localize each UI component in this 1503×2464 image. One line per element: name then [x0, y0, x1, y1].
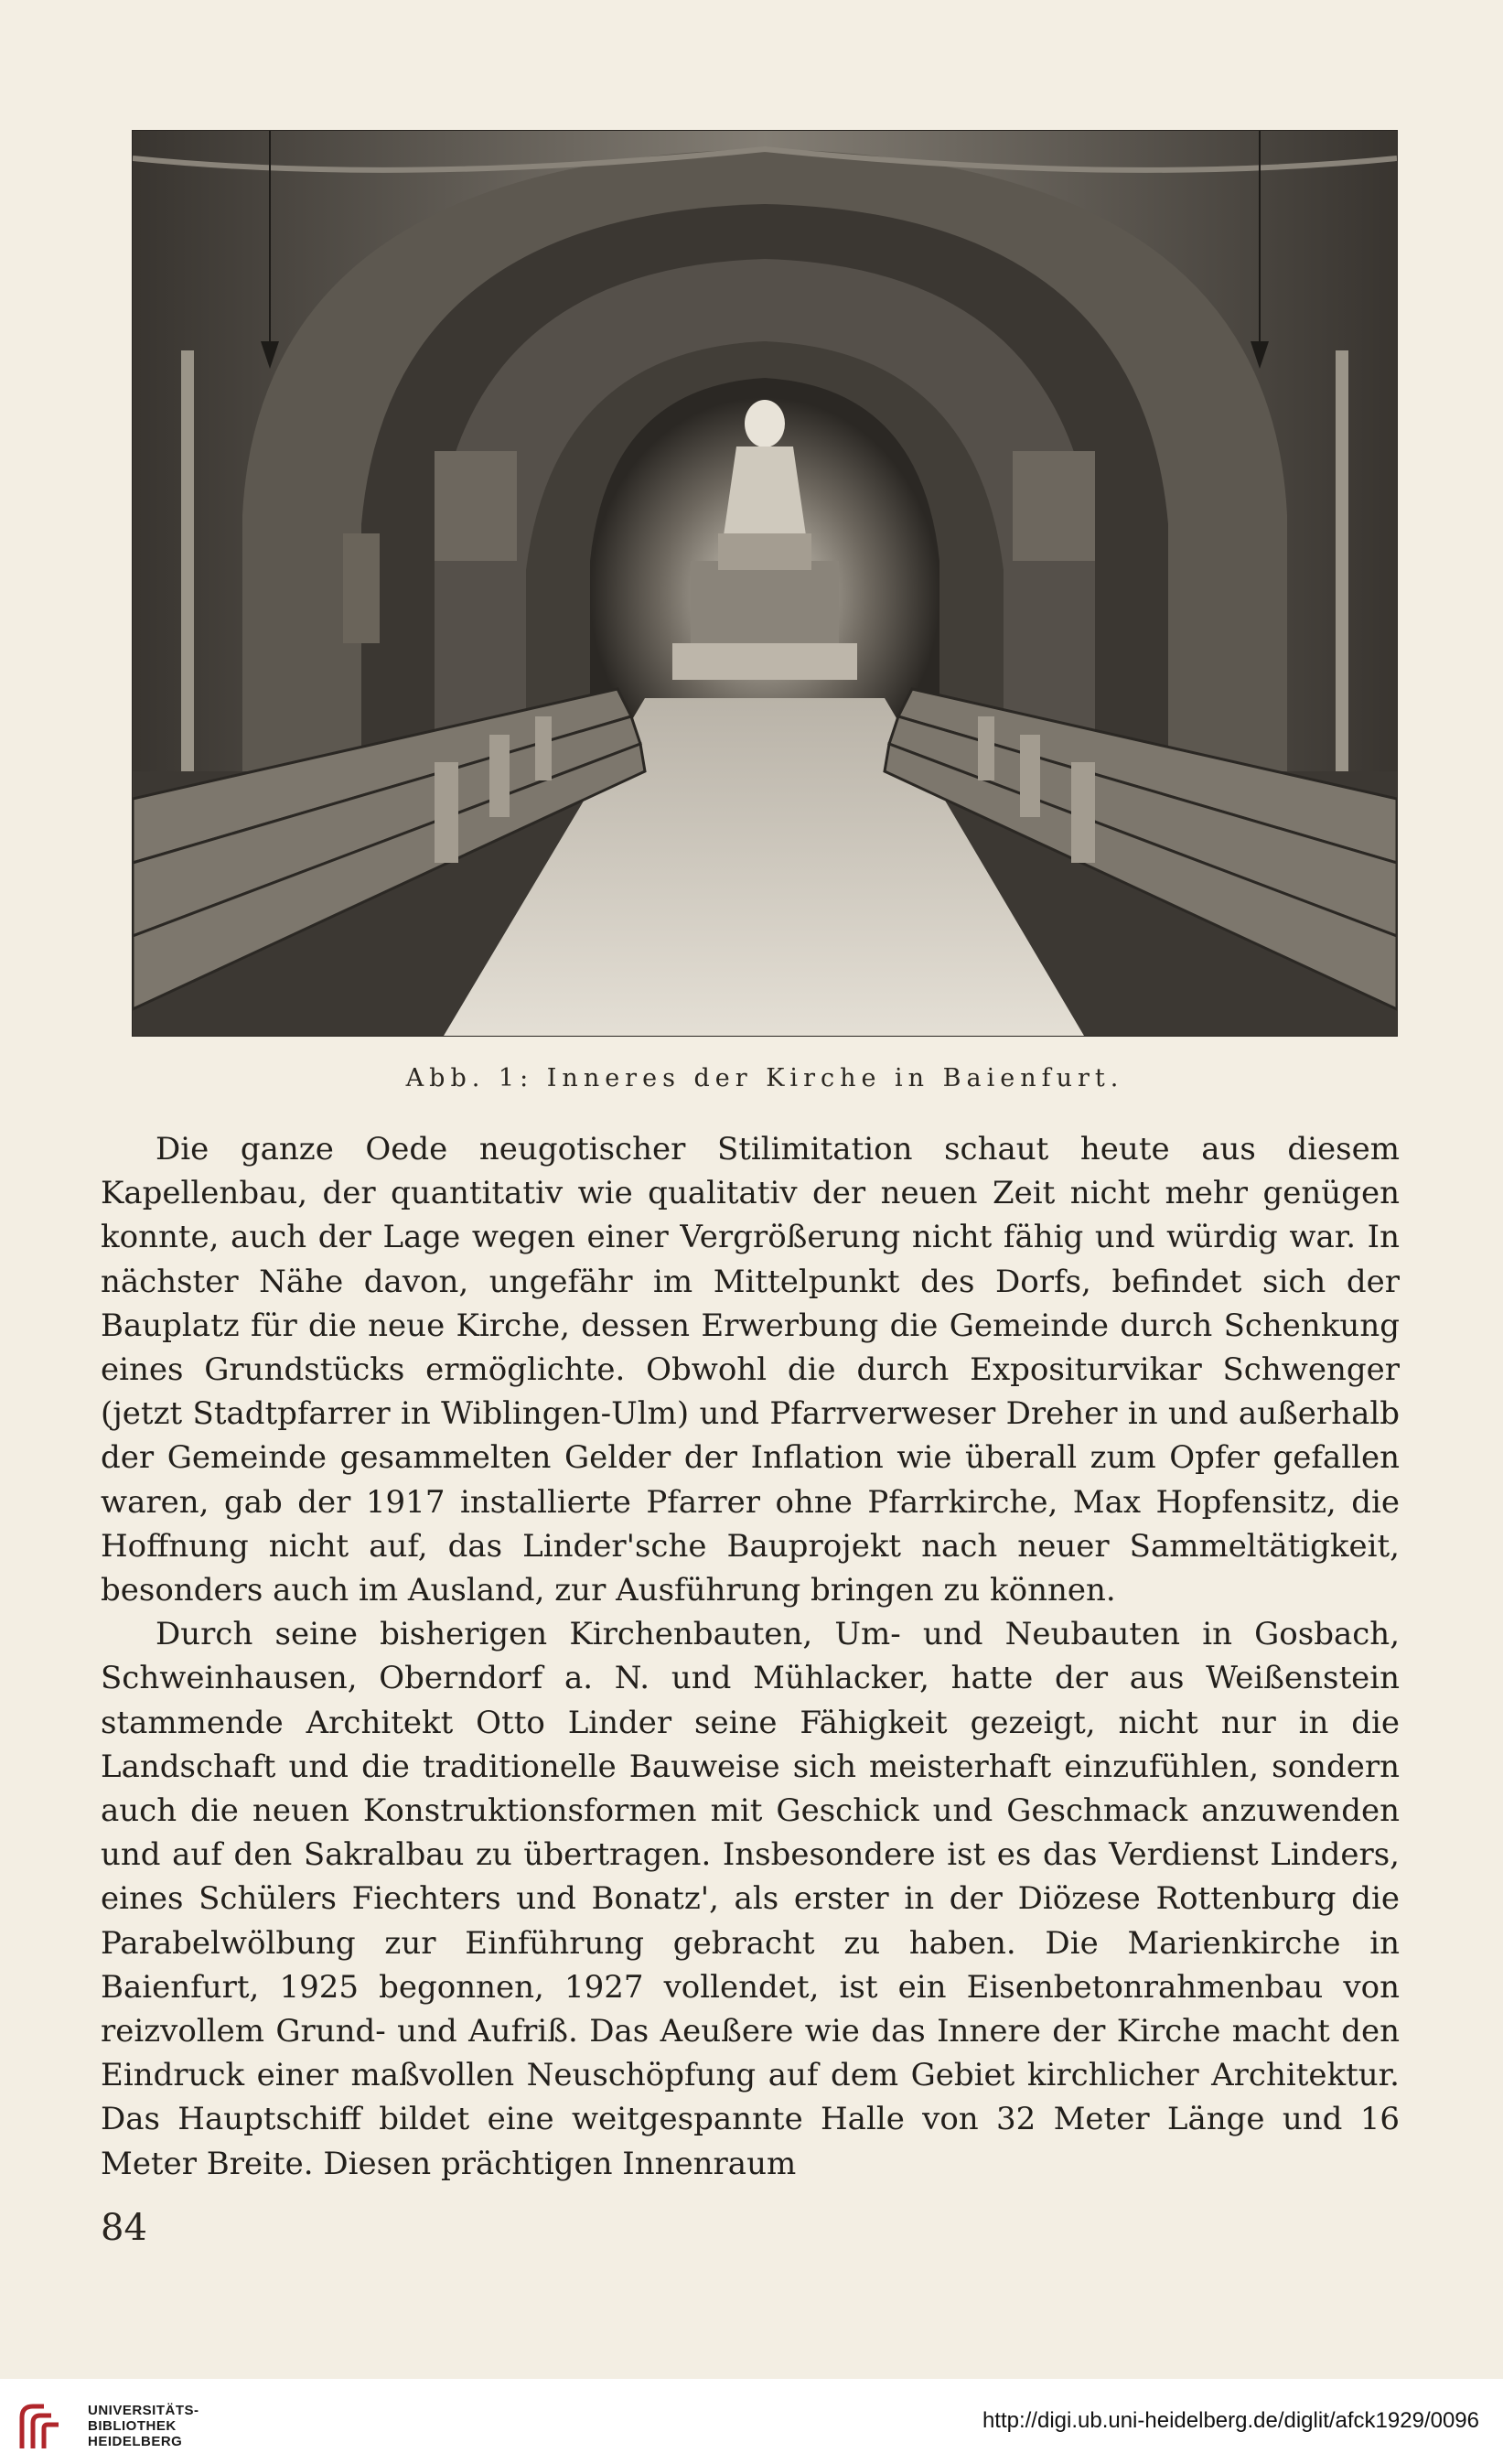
library-name-line: HEIDELBERG	[88, 2434, 183, 2449]
figure-caption: Abb. 1: Inneres der Kirche in Baienfurt.	[405, 1064, 1124, 1092]
paragraph: Die ganze Oede neugotischer Stilimitation schaut heute aus diesem Kapellenbau, der quantitativ wie qualitativ der neuen Zeit nicht mehr genügen konnte, auch der Lage wegen einer Vergrößerung nicht fähig und würdig war. In nächster Nähe davon, ungefähr im Mittelpunkt des Dorfs, befindet sich der Bauplatz für die neue Kirche, dessen Erwerbung die Gemeinde durch Schenkung eines Grundstücks ermöglichte. Obwohl die durch Expositurvikar Schwenger (jetzt Stadtpfarrer in Wiblingen-Ulm) und Pfarrverweser Dreher in und außerhalb der Gemeinde gesammelten Gelder der Inflation wie überall zum Opfer gefallen waren, gab der 1917 installierte Pfarrer ohne Pfarrkirche, Max Hopfensitz, die Hoffnung nicht auf, das Linder'sche Bauprojekt nach neuer Sammeltätigkeit, besonders auch im Ausland, zur Ausführung bringen zu können.	[101, 1131, 1400, 1609]
paragraph: Durch seine bisherigen Kirchenbauten, Um- und Neubauten in Gosbach, Schweinhausen, Oberndorf a. N. und Mühlacker, hatte der aus Weißenstein stammende Architekt Otto Linder seine Fähigkeit gezeigt, nicht nur in die Landschaft und die traditionelle Bauweise sich meisterhaft einzufühlen, sondern auch die neuen Konstruktionsformen mit Geschick und Geschmack anzuwenden und auf den Sakralbau zu übertragen. Insbesondere ist es das Verdienst Linders, eines Schülers Fiechters und Bonatz', als erster in der Diözese Rottenburg die Parabelwölbung zur Einführung gebracht zu haben. Die Marienkirche in Baienfurt, 1925 begonnen, 1927 vollendet, ist ein Eisenbetonrahmenbau von reizvollem Grund- und Aufriß. Das Aeußere wie das Innere der Kirche macht den Eindruck einer maßvollen Neuschöpfung auf dem Gebiet kirchlicher Architektur. Das Hauptschiff bildet eine weitgespannte Halle von 32 Meter Länge und 16 Meter Breite. Diesen prächtigen Innenraum	[101, 1616, 1400, 2182]
church-interior-photograph	[133, 131, 1397, 1036]
library-name-line: UNIVERSITÄTS-	[88, 2403, 199, 2418]
library-name	[88, 2403, 199, 2449]
source-url-link[interactable]: http://digi.ub.uni-heidelberg.de/diglit/afck1929/0096	[982, 2408, 1479, 2433]
body-text	[101, 1127, 1400, 2186]
library-name-line: BIBLIOTHEK	[88, 2418, 177, 2434]
page-number: 84	[101, 2207, 147, 2249]
church-interior-image	[133, 131, 1397, 1036]
library-logo-icon	[16, 2399, 81, 2454]
